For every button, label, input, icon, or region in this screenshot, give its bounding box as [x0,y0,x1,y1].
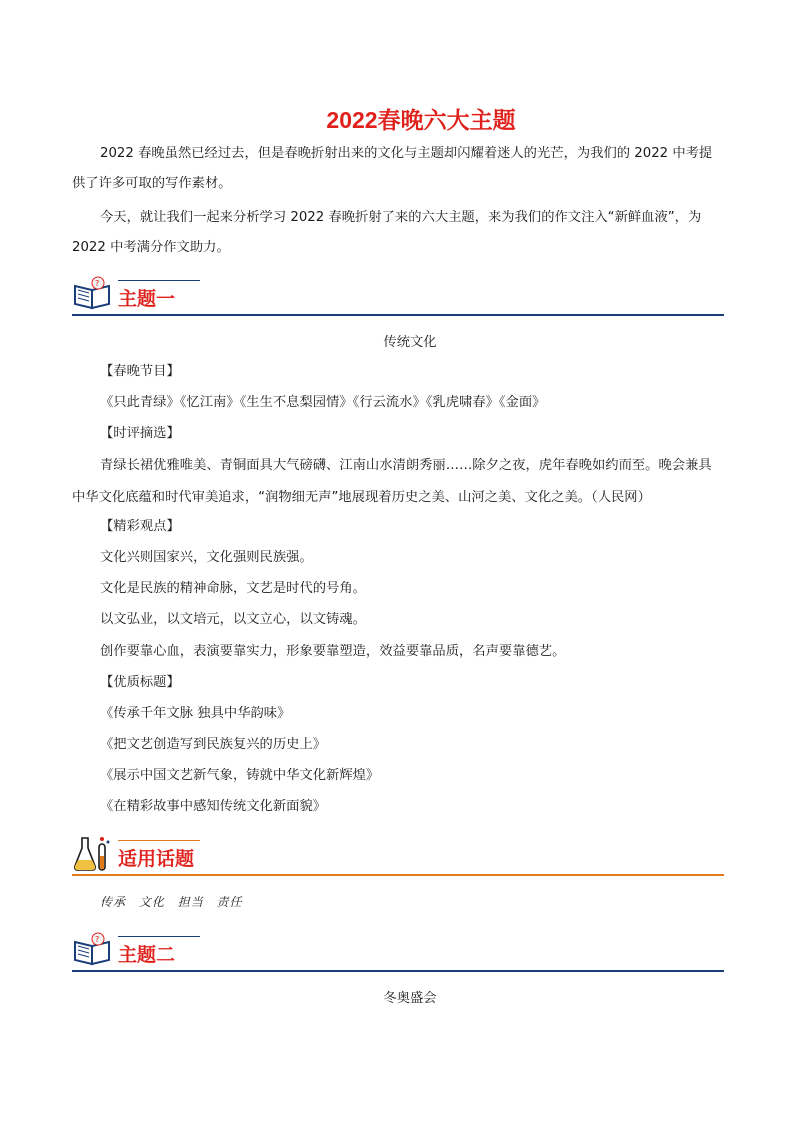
topic-tag: 传承 [100,895,127,909]
header-accent-rule [118,936,200,937]
section-divider [72,874,724,876]
section-divider [72,970,724,972]
program-list: 《只此青绿》《忆江南》《生生不息梨园情》《行云流水》《乳虎啸春》《金面》 [100,395,546,410]
topic-tag: 文化 [138,895,165,909]
section-1-subtitle: 传统文化 [383,335,437,350]
view-item: 创作要靠心血，表演要靠实力，形象要靠塑造，效益要靠品质，名声要靠德艺。 [100,644,566,659]
open-book-icon [72,930,114,968]
section-2-subtitle: 冬奥盛会 [383,991,437,1006]
view-item: 以文弘业，以文培元，以文立心，以文铸魂。 [100,612,366,627]
section-divider [72,314,724,316]
review-label: 【时评摘选】 [100,426,180,441]
svg-text:?: ? [95,935,100,944]
topics-header [72,834,724,878]
intro-paragraph-2: 今天，就让我们一起来分析学习 2022 春晚折射了来的六大主题，来为我们的作文注入“新鲜血液”，为 2022 中考满分作文助力。 [72,210,702,255]
topic-tag: 担当 [177,895,204,909]
topic-tags [100,893,251,910]
header-accent-rule [118,280,200,281]
intro-paragraph-1: 2022 春晚虽然已经过去，但是春晚折射出来的文化与主题却闪耀着迷人的光芒，为我们的 2022 中考提供了许多可取的写作素材。 [72,146,713,191]
title-item: 《把文艺创造写到民族复兴的历史上》 [100,737,327,752]
title-item: 《传承千年文脉 独具中华韵味》 [100,706,291,721]
view-item: 文化是民族的精神命脉，文艺是时代的号角。 [100,581,366,596]
review-text: 青绿长裙优雅唯美、青铜面具大气磅礴、江南山水清朗秀丽……除夕之夜，虎年春晚如约而至。晚会兼具中华文化底蕴和时代审美追求，“润物细无声”地展现着历史之美、山河之美、文化之美。（人民网） [72,458,712,505]
section-1-header [72,274,724,318]
section-1-heading: 主题一 [118,289,176,310]
document-title: 2022春晚六大主题 [326,107,516,133]
topics-heading: 适用话题 [118,849,195,870]
open-book-icon [72,274,114,312]
view-item: 文化兴则国家兴，文化强则民族强。 [100,550,313,565]
section-2-heading: 主题二 [118,945,176,966]
title-item: 《展示中国文艺新气象，铸就中华文化新辉煌》 [100,768,380,783]
views-label: 【精彩观点】 [100,519,180,534]
titles-label: 【优质标题】 [100,675,180,690]
svg-text:?: ? [95,279,100,288]
program-label: 【春晚节目】 [100,364,180,379]
header-accent-rule [118,840,200,841]
topic-tag: 责任 [216,895,243,909]
lab-flask-icon [72,834,114,872]
section-2-header [72,930,724,974]
title-item: 《在精彩故事中感知传统文化新面貌》 [100,799,327,814]
